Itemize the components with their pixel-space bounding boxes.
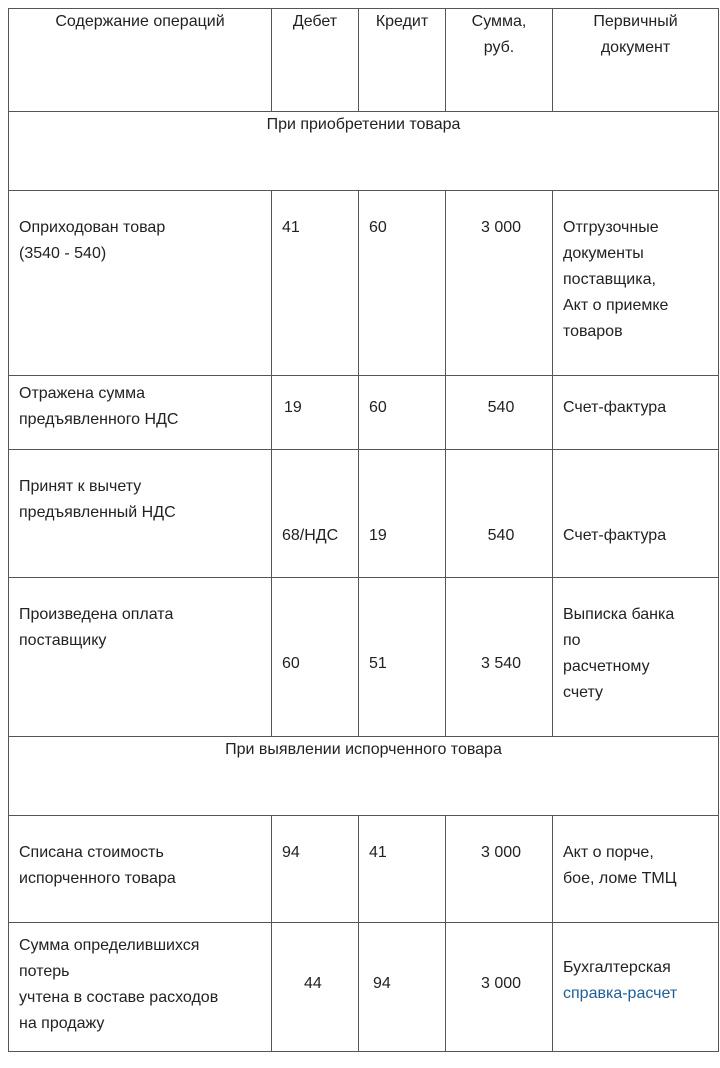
row-content: Произведена оплата поставщику bbox=[9, 578, 272, 737]
row-content: Списана стоимость испорченного товара bbox=[9, 816, 272, 923]
row-sum: 540 bbox=[446, 450, 553, 578]
header-content: Содержание операций bbox=[9, 9, 272, 112]
row-sum: 3 540 bbox=[446, 578, 553, 737]
table-row bbox=[9, 450, 719, 578]
section-row bbox=[9, 112, 719, 191]
row-content: Принят к вычету предъявленный НДС bbox=[9, 450, 272, 578]
section-title-purchase: При приобретении товара bbox=[9, 112, 719, 191]
header-row bbox=[9, 9, 719, 112]
row-debit: 68/НДС bbox=[272, 450, 359, 578]
row-debit: 19 bbox=[272, 376, 359, 450]
row-content: Сумма определившихся потерь учтена в составе расходов на продажу bbox=[9, 923, 272, 1052]
header-debit: Дебет bbox=[272, 9, 359, 112]
row-debit: 41 bbox=[272, 191, 359, 376]
section-title-spoiled: При выявлении испорченного товара bbox=[9, 737, 719, 816]
row-sum: 3 000 bbox=[446, 923, 553, 1052]
row-credit: 51 bbox=[359, 578, 446, 737]
row-credit: 41 bbox=[359, 816, 446, 923]
row-sum: 3 000 bbox=[446, 191, 553, 376]
row-credit: 94 bbox=[359, 923, 446, 1052]
table-row bbox=[9, 923, 719, 1052]
header-credit: Кредит bbox=[359, 9, 446, 112]
row-document: Выписка банка по расчетному счету bbox=[553, 578, 719, 737]
row-document: Счет-фактура bbox=[553, 376, 719, 450]
row-sum: 3 000 bbox=[446, 816, 553, 923]
row-debit: 94 bbox=[272, 816, 359, 923]
row-sum: 540 bbox=[446, 376, 553, 450]
header-sum: Сумма, руб. bbox=[446, 9, 553, 112]
row-credit: 19 bbox=[359, 450, 446, 578]
row-document: Отгрузочные документы поставщика, Акт о приемке товаров bbox=[553, 191, 719, 376]
row-document: Счет-фактура bbox=[553, 450, 719, 578]
row-document: Акт о порче, бое, ломе ТМЦ bbox=[553, 816, 719, 923]
row-credit: 60 bbox=[359, 376, 446, 450]
table-row bbox=[9, 816, 719, 923]
row-debit: 60 bbox=[272, 578, 359, 737]
accounting-table bbox=[8, 8, 719, 1052]
section-row bbox=[9, 737, 719, 816]
row-debit: 44 bbox=[272, 923, 359, 1052]
row-content: Отражена сумма предъявленного НДС bbox=[9, 376, 272, 450]
table-row bbox=[9, 191, 719, 376]
table-row bbox=[9, 376, 719, 450]
row-content: Оприходован товар (3540 - 540) bbox=[9, 191, 272, 376]
document-link[interactable]: справка-расчет bbox=[563, 985, 678, 1002]
table-row bbox=[9, 578, 719, 737]
header-document: Первичный документ bbox=[553, 9, 719, 112]
row-document: Бухгалтерская справка-расчет bbox=[553, 923, 719, 1052]
row-credit: 60 bbox=[359, 191, 446, 376]
